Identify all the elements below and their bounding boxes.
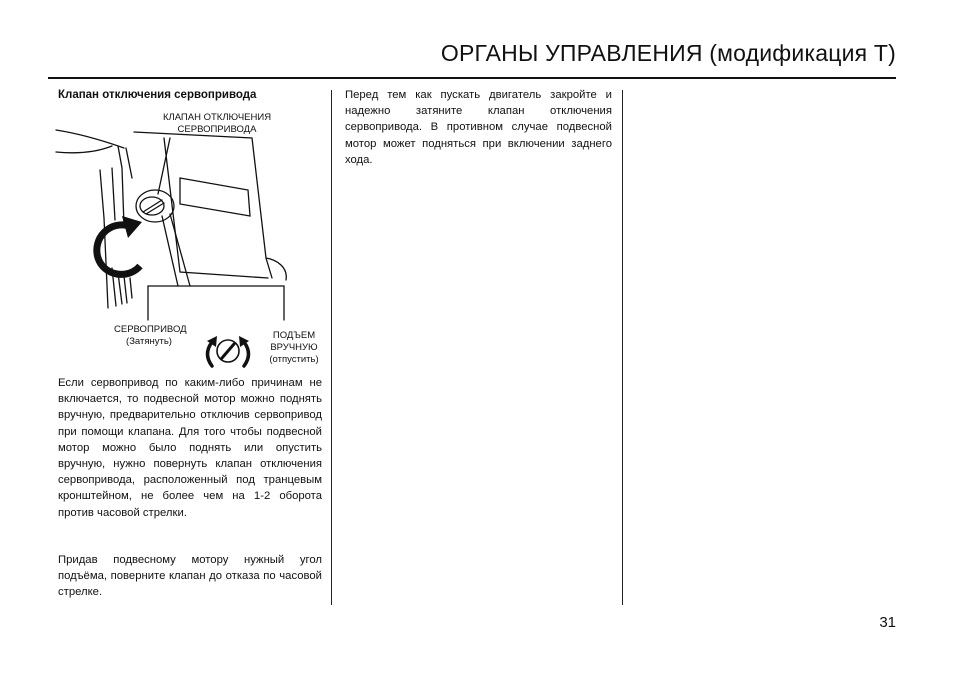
- instruction-paragraph: Если сервопривод по каким-либо причинам не включается, то подвесной мотор можно поднять вручную, предварительно отключив сервопривод при помощи клапана. Для того чтобы подвесной мотор можно было поднять или опустить вручную, нужно повернуть клапан отключения сервопривода, расположенный под транцевым кронштейном, не более чем на 1-2 оборота против часовой стрелки.: [58, 377, 322, 519]
- page-number: 31: [879, 614, 896, 631]
- manual-tilt-label: ПОДЪЕМ ВРУЧНУЮ (отпустить): [269, 330, 319, 365]
- servo-label: СЕРВОПРИВОД (Затянуть): [114, 324, 187, 347]
- valve-callout: КЛАПАН ОТКЛЮЧЕНИЯ СЕРВОПРИВОДА: [162, 112, 272, 135]
- section-heading: Клапан отключения сервопривода: [58, 89, 257, 101]
- rotation-arrow-icon: [97, 216, 142, 274]
- page-title: ОРГАНЫ УПРАВЛЕНИЯ (модификация T): [440, 40, 896, 66]
- valve-turn-icon: [198, 324, 258, 374]
- valve-illustration: [52, 108, 328, 370]
- column-divider: [622, 90, 623, 605]
- column-divider: [331, 90, 332, 605]
- title-rule: [48, 77, 896, 79]
- instruction-paragraph: Придав подвесному мотору нужный угол подъёма, поверните клапан до отказа по часовой стрелке.: [58, 554, 322, 599]
- warning-paragraph: Перед тем как пускать двигатель закройте и надежно затяните клапан отключения сервопривода. В противном случае подвесной мотор может подняться при включении заднего хода.: [345, 89, 612, 166]
